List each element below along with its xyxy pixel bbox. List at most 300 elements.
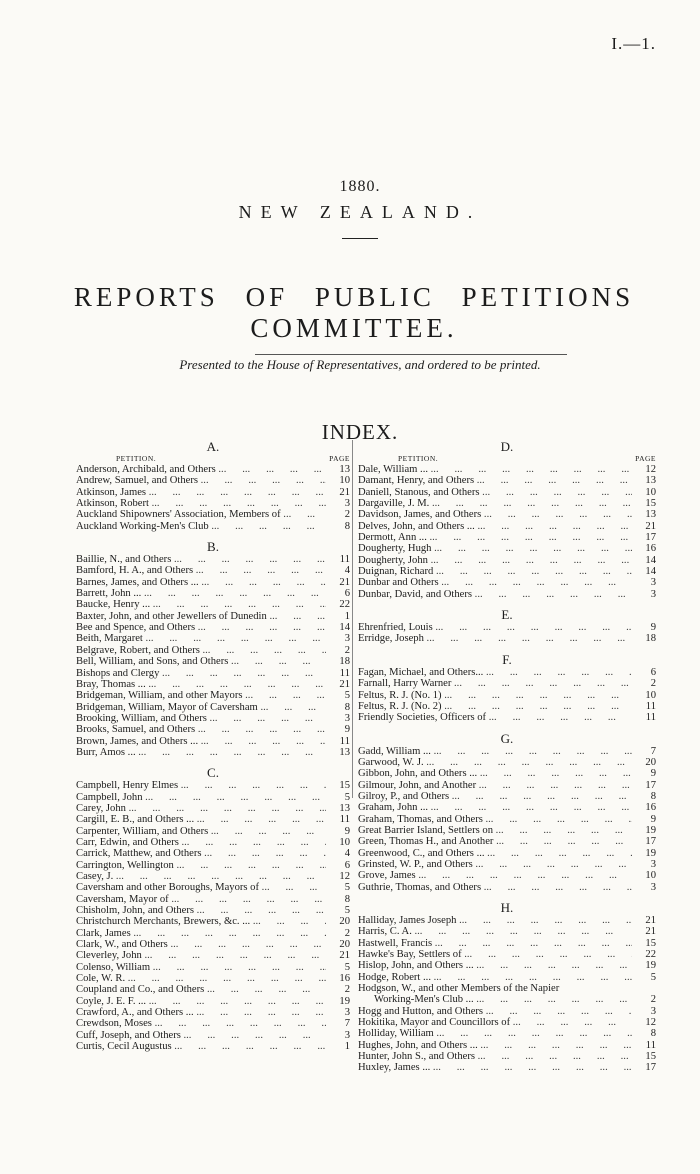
petitioner-name: Davidson, James, and Others ... xyxy=(358,509,632,520)
section-letter: F. xyxy=(502,651,512,667)
petitioner-name: Gibbon, John, and Others ... ... xyxy=(358,768,632,779)
page-number: 15 xyxy=(645,1051,656,1063)
page-header: PAGE xyxy=(329,454,350,463)
index-entry xyxy=(76,464,350,475)
index-entry xyxy=(358,814,656,825)
page-number: 11 xyxy=(339,814,350,826)
petitioner-name: Hastwell, Francis ... xyxy=(358,938,632,949)
petitioner-name: Campbell, Henry Elmes ... xyxy=(76,780,326,791)
petitioner-name: Cargill, E. B., and Others ... ... xyxy=(76,814,326,825)
page-header: PAGE xyxy=(635,454,656,463)
page-number: 20 xyxy=(339,939,350,951)
petition-header: PETITION. xyxy=(398,454,439,463)
petitioner-name: Carey, John ... xyxy=(76,803,326,814)
index-entry xyxy=(76,521,350,532)
index-entry xyxy=(358,972,656,983)
index-entry xyxy=(358,1028,656,1039)
petitioner-name: Hogg and Hutton, and Others ... xyxy=(358,1006,632,1017)
index-entry xyxy=(76,1030,350,1041)
petitioner-name: Bell, William, and Sons, and Others ... xyxy=(76,656,326,667)
page-number: 19 xyxy=(645,960,656,972)
petitioner-name: Hughes, John, and Others ... ... xyxy=(358,1040,632,1051)
index-entry xyxy=(76,950,350,961)
index-entry xyxy=(76,645,350,656)
petitioner-name: Bray, Thomas ... ... xyxy=(76,679,326,690)
petitioner-name: Crawford, A., and Others ... ... xyxy=(76,1007,326,1018)
petitioner-name: Guthrie, Thomas, and Others ... xyxy=(358,882,632,893)
page-number: 3 xyxy=(344,1029,350,1041)
page-number: 10 xyxy=(645,870,656,882)
index-entry xyxy=(76,928,350,939)
page-number: 2 xyxy=(650,994,656,1006)
page-number: 11 xyxy=(339,735,350,747)
page-number: 21 xyxy=(339,950,350,962)
index-entry xyxy=(358,1062,656,1073)
section-letter: D. xyxy=(500,439,514,454)
page-number: 3 xyxy=(650,577,656,589)
page-number: 1 xyxy=(344,610,350,622)
page-number: 3 xyxy=(344,498,350,510)
page-number: 5 xyxy=(344,961,350,973)
page-number: 20 xyxy=(645,756,656,768)
page-number: 10 xyxy=(645,486,656,498)
index-title: INDEX. xyxy=(321,420,399,444)
page-number: 3 xyxy=(344,712,350,724)
page-number: 10 xyxy=(339,475,350,487)
page-number: 10 xyxy=(645,689,656,701)
page-number: 5 xyxy=(344,905,350,917)
page-number: 2 xyxy=(344,927,350,939)
page-number: 3 xyxy=(344,633,350,645)
page-number: 4 xyxy=(344,565,350,577)
index-entry xyxy=(76,826,350,837)
index-entry xyxy=(76,984,350,995)
index-entry xyxy=(76,871,350,882)
presented-line: Presented to the House of Representatives, and ordered to be printed. xyxy=(179,357,541,372)
petitioner-name: Barrett, John ... ... xyxy=(76,588,326,599)
petitioner-name: Carrington, Wellington ... xyxy=(76,860,326,871)
page-number: 2 xyxy=(650,678,656,690)
page-number: 19 xyxy=(645,824,656,836)
column-divider xyxy=(352,440,353,798)
page-number: 13 xyxy=(645,509,656,521)
petitioner-name: Huxley, James ... ... xyxy=(358,1062,632,1073)
page-number: 11 xyxy=(645,1039,656,1051)
index-entry xyxy=(76,736,350,747)
page-number: 8 xyxy=(650,1028,656,1040)
page-number: 3 xyxy=(650,881,656,893)
petitioner-name: Baucke, Henry ... ... xyxy=(76,599,326,610)
index-entry xyxy=(358,780,656,791)
petitioner-name: Andrew, Samuel, and Others ... xyxy=(76,475,326,486)
index-entry xyxy=(358,690,656,701)
index-entry xyxy=(76,690,350,701)
petitioner-name: Delves, John, and Others ... ... xyxy=(358,521,632,532)
petitioner-name: Bridgeman, William, and other Mayors ... xyxy=(76,690,326,701)
petitioner-name: Hawke's Bay, Settlers of ... xyxy=(358,949,632,960)
petitioner-name: Belgrave, Robert, and Others ... xyxy=(76,645,326,656)
index-entry xyxy=(358,1006,656,1017)
page-number: 13 xyxy=(339,746,350,758)
petitioner-name: Graham, John ... ... xyxy=(358,802,632,813)
petitioner-name: Atkinson, Robert ... xyxy=(76,498,326,509)
page-number: 16 xyxy=(645,543,656,555)
document-title: REPORTS OF PUBLIC PETITIONS COMMITTEE. xyxy=(73,282,635,343)
index-entry xyxy=(358,994,656,1005)
index-entry xyxy=(76,747,350,758)
page-number: 8 xyxy=(650,790,656,802)
index-entry xyxy=(358,938,656,949)
petitioner-name: Farnall, Harry Warner ... xyxy=(358,678,632,689)
index-entry xyxy=(76,498,350,509)
index-entry xyxy=(76,599,350,610)
petitioner-name: Campbell, John ... xyxy=(76,792,326,803)
petitioner-name: Baillie, N., and Others ... xyxy=(76,554,326,565)
index-entry xyxy=(358,870,656,881)
divider-rule xyxy=(342,238,378,239)
page-number: 3 xyxy=(650,588,656,600)
page-number: 6 xyxy=(344,588,350,600)
petitioner-name: Bee and Spence, and Others ... xyxy=(76,622,326,633)
index-entry xyxy=(76,939,350,950)
petitioner-name: Chisholm, John, and Others ... xyxy=(76,905,326,916)
petitioner-name: Crewdson, Moses ... xyxy=(76,1018,326,1029)
page-number: 5 xyxy=(344,690,350,702)
index-entry xyxy=(76,848,350,859)
petitioner-name: Feltus, R. J. (No. 2) ... xyxy=(358,701,632,712)
page-code: I.—1. xyxy=(611,34,656,53)
petitioner-name: Dargaville, J. M. ... xyxy=(358,498,632,509)
petitioner-name: Gilmour, John, and Another ... xyxy=(358,780,632,791)
page-number: 9 xyxy=(650,768,656,780)
petitioner-name: Hislop, John, and Others ... ... xyxy=(358,960,632,971)
page-number: 21 xyxy=(645,915,656,926)
petitioner-name: Brown, James, and Others ... ... xyxy=(76,736,326,747)
petitioner-name: Friendly Societies, Officers of ... xyxy=(358,712,632,723)
page-number: 2 xyxy=(344,509,350,521)
petitioner-name: Burr, Amos ... ... xyxy=(76,747,326,758)
petitioner-name: Erridge, Joseph ... xyxy=(358,633,632,644)
index-column-left xyxy=(76,440,350,1053)
index-entry xyxy=(358,791,656,802)
index-entry xyxy=(358,521,656,532)
index-entry xyxy=(76,962,350,973)
index-entry xyxy=(358,859,656,870)
section-letter: G. xyxy=(500,730,514,746)
petitioner-name: Hunter, John S., and Others ... xyxy=(358,1051,632,1062)
petitioner-name: Garwood, W. J. ... xyxy=(358,757,632,768)
petitioner-name: Cuff, Joseph, and Others ... xyxy=(76,1030,326,1041)
petitioner-name: Fagan, Michael, and Others... ... xyxy=(358,667,632,678)
petitioner-name: Dougherty, Hugh ... xyxy=(358,543,632,554)
page-number: 20 xyxy=(339,916,350,928)
page-number: 15 xyxy=(339,780,350,792)
index-entry xyxy=(358,882,656,893)
page-number: 9 xyxy=(650,813,656,825)
page-number: 17 xyxy=(645,836,656,848)
page-number: 9 xyxy=(344,724,350,736)
page-number: 21 xyxy=(339,678,350,690)
index-entry xyxy=(76,905,350,916)
page-number: 1 xyxy=(344,1041,350,1053)
index-entry xyxy=(76,588,350,599)
index-entry xyxy=(358,983,656,994)
index-entry xyxy=(358,768,656,779)
petitioner-name: Great Barrier Island, Settlers on ... xyxy=(358,825,632,836)
petitioner-name: Grinsted, W. P., and Others ... xyxy=(358,859,632,870)
petitioner-name: Dunbar, David, and Others ... xyxy=(358,589,632,600)
index-entry xyxy=(76,780,350,791)
index-entry xyxy=(358,1017,656,1028)
petitioner-name: Halliday, James Joseph ... xyxy=(358,915,632,926)
index-entry xyxy=(76,633,350,644)
page-number: 17 xyxy=(645,532,656,544)
page-number: 5 xyxy=(344,791,350,803)
petitioner-name: Auckland Shipowners' Association, Members of ... xyxy=(76,509,326,520)
petitioner-name: Dougherty, John ... xyxy=(358,555,632,566)
petitioner-name: Coupland and Co., and Others ... xyxy=(76,984,326,995)
page-number: 3 xyxy=(650,858,656,870)
petitioner-name: Brooking, William, and Others ... xyxy=(76,713,326,724)
index-entry xyxy=(358,757,656,768)
section-letter: A. xyxy=(206,439,220,454)
petitioner-name: Atkinson, James ... xyxy=(76,487,326,498)
petition-header: PETITION. xyxy=(116,454,157,463)
petitioner-name: Feltus, R. J. (No. 1) ... xyxy=(358,690,632,701)
index-entry xyxy=(358,464,656,475)
index-entry xyxy=(358,1051,656,1062)
page-number: 18 xyxy=(339,656,350,668)
index-entry xyxy=(76,792,350,803)
page-number: 12 xyxy=(645,464,656,475)
index-entry xyxy=(76,702,350,713)
page-number: 22 xyxy=(339,599,350,611)
petitioner-name: Green, Thomas H., and Another ... xyxy=(358,836,632,847)
petitioner-name: Bishops and Clergy ... xyxy=(76,668,326,679)
petitioner-name: Holliday, William ... xyxy=(358,1028,632,1039)
index-entry xyxy=(76,837,350,848)
section-letter: E. xyxy=(501,607,513,623)
petitioner-name: Hodgson, W., and other Members of the Napier xyxy=(358,983,560,995)
petitioner-name: Beith, Margaret ... xyxy=(76,633,326,644)
page-number: 21 xyxy=(339,576,350,588)
index-entry xyxy=(358,555,656,566)
petitioner-name: Carrick, Matthew, and Others ... xyxy=(76,848,326,859)
index-entry xyxy=(76,577,350,588)
index-entry xyxy=(76,973,350,984)
index-entry xyxy=(358,487,656,498)
page-number: 16 xyxy=(339,973,350,985)
page-number: 18 xyxy=(645,633,656,645)
index-entry xyxy=(358,926,656,937)
page-number: 8 xyxy=(344,893,350,905)
page-number: 21 xyxy=(339,486,350,498)
page-number: 14 xyxy=(339,622,350,634)
petitioner-name: Clark, James ... xyxy=(76,928,326,939)
presented-rule xyxy=(255,354,567,355)
index-entry xyxy=(76,860,350,871)
index-entry xyxy=(358,633,656,644)
petitioner-name: Dunbar and Others ... xyxy=(358,577,632,588)
index-entry xyxy=(358,577,656,588)
index-entry xyxy=(358,949,656,960)
page-number: 6 xyxy=(344,859,350,871)
page-number: 16 xyxy=(645,802,656,814)
index-column-right xyxy=(358,440,656,1074)
index-entry xyxy=(358,566,656,577)
index-entry xyxy=(76,656,350,667)
page-number: 17 xyxy=(645,1062,656,1074)
petitioner-name: Anderson, Archibald, and Others ... xyxy=(76,464,326,475)
petitioner-name: Coyle, J. E. F. ... ... xyxy=(76,996,326,1007)
page-number: 10 xyxy=(339,836,350,848)
index-entry xyxy=(76,668,350,679)
index-entry xyxy=(76,803,350,814)
petitioner-name: Greenwood, C., and Others ... ... xyxy=(358,848,632,859)
page-number: 15 xyxy=(645,937,656,949)
index-entry xyxy=(358,475,656,486)
index-entry xyxy=(358,746,656,757)
page-number: 2 xyxy=(344,644,350,656)
page-number: 21 xyxy=(645,926,656,938)
index-entry xyxy=(358,678,656,689)
index-entry xyxy=(358,622,656,633)
index-entry xyxy=(358,915,656,926)
petitioner-name: Barnes, James, and Others ... ... xyxy=(76,577,326,588)
index-entry xyxy=(76,565,350,576)
petitioner-name: Graham, Thomas, and Others ... xyxy=(358,814,632,825)
page-number: 11 xyxy=(645,712,656,724)
page-number: 3 xyxy=(344,1007,350,1019)
section-letter: C. xyxy=(207,765,219,781)
page-number: 19 xyxy=(339,995,350,1007)
petitioner-name: Casey, J. ... xyxy=(76,871,326,882)
index-entry xyxy=(76,1041,350,1052)
section-letter: B. xyxy=(207,539,219,555)
page-number: 7 xyxy=(650,745,656,757)
index-entry xyxy=(76,882,350,893)
index-entry xyxy=(76,1007,350,1018)
petitioner-name: Bamford, H. A., and Others ... xyxy=(76,565,326,576)
page-number: 11 xyxy=(339,667,350,679)
index-entry xyxy=(358,712,656,723)
index-entry xyxy=(76,622,350,633)
index-entry xyxy=(76,814,350,825)
index-entry xyxy=(76,611,350,622)
index-entry xyxy=(76,679,350,690)
petitioner-name: Ehrenfried, Louis ... xyxy=(358,622,632,633)
petitioner-name: Bridgeman, William, Mayor of Caversham ... xyxy=(76,702,326,713)
page-number: 13 xyxy=(645,475,656,487)
index-entry xyxy=(358,701,656,712)
page-number: 15 xyxy=(645,498,656,510)
petitioner-name: Duignan, Richard ... xyxy=(358,566,632,577)
petitioner-name: Caversham and other Boroughs, Mayors of ... xyxy=(76,882,326,893)
index-entry xyxy=(76,509,350,520)
page-number: 4 xyxy=(344,848,350,860)
petitioner-name: Harris, C. A. ... xyxy=(358,926,632,937)
page-number: 2 xyxy=(344,984,350,996)
page-number: 9 xyxy=(344,825,350,837)
petitioner-name: Grove, James ... xyxy=(358,870,632,881)
page-number: 14 xyxy=(645,554,656,566)
page-number: 22 xyxy=(645,949,656,961)
petitioner-name: Brooks, Samuel, and Others ... xyxy=(76,724,326,735)
petitioner-name: Gadd, William ... ... xyxy=(358,746,632,757)
page-number: 5 xyxy=(344,882,350,894)
page-number: 21 xyxy=(645,520,656,532)
petitioner-name: Colenso, William ... xyxy=(76,962,326,973)
index-entry xyxy=(358,509,656,520)
page-number: 9 xyxy=(650,622,656,634)
petitioner-name: Baxter, John, and other Jewellers of Dunedin ... xyxy=(76,611,326,622)
index-entry xyxy=(358,1040,656,1051)
petitioner-name: Hodge, Robert ... ... xyxy=(358,972,632,983)
index-entry xyxy=(76,916,350,927)
index-entry xyxy=(76,713,350,724)
page-number: 7 xyxy=(344,1018,350,1030)
page-number: 8 xyxy=(344,701,350,713)
page-number: 13 xyxy=(339,802,350,814)
page-number: 11 xyxy=(645,700,656,712)
index-entry xyxy=(358,667,656,678)
section-letter: H. xyxy=(500,900,514,915)
column-header xyxy=(358,454,656,464)
index-entry xyxy=(358,532,656,543)
petitioner-name: Auckland Working-Men's Club ... xyxy=(76,521,326,532)
page-number: 11 xyxy=(339,554,350,566)
page-number: 8 xyxy=(344,520,350,532)
index-entry xyxy=(76,996,350,1007)
petitioner-name: Working-Men's Club ... ... xyxy=(358,994,632,1005)
index-entry xyxy=(358,825,656,836)
petitioner-name: Hokitika, Mayor and Councillors of ... xyxy=(358,1017,632,1028)
index-entry xyxy=(76,724,350,735)
index-entry xyxy=(358,836,656,847)
index-entry xyxy=(358,543,656,554)
page-number: 5 xyxy=(650,971,656,983)
page-number: 6 xyxy=(650,666,656,678)
petitioner-name: Caversham, Mayor of ... xyxy=(76,894,326,905)
page-number: 12 xyxy=(339,871,350,882)
petitioner-name: Damant, Henry, and Others ... xyxy=(358,475,632,486)
petitioner-name: Christchurch Merchants, Brewers, &c. ... ... xyxy=(76,916,326,927)
petitioner-name: Dermott, Ann ... ... xyxy=(358,532,632,543)
petitioner-name: Carr, Edwin, and Others ... xyxy=(76,837,326,848)
page-number: 12 xyxy=(645,1017,656,1029)
index-entry xyxy=(76,554,350,565)
petitioner-name: Cleverley, John ... xyxy=(76,950,326,961)
column-header xyxy=(76,454,350,464)
page-number: 3 xyxy=(650,1005,656,1017)
page-number: 19 xyxy=(645,847,656,859)
index-entry xyxy=(76,894,350,905)
petitioner-name: Carpenter, William, and Others ... xyxy=(76,826,326,837)
index-entry xyxy=(76,487,350,498)
index-entry xyxy=(76,1018,350,1029)
index-entry xyxy=(358,848,656,859)
petitioner-name: Curtis, Cecil Augustus ... xyxy=(76,1041,326,1052)
petitioner-name: Cole, W. R. ... xyxy=(76,973,326,984)
index-entry xyxy=(76,475,350,486)
page-number: 14 xyxy=(645,566,656,578)
index-entry xyxy=(358,960,656,971)
country-heading: NEW ZEALAND. xyxy=(238,202,482,222)
index-entry xyxy=(358,802,656,813)
index-entry xyxy=(358,498,656,509)
petitioner-name: Dale, William ... ... xyxy=(358,464,632,475)
petitioner-name: Gilroy, P., and Others ... xyxy=(358,791,632,802)
